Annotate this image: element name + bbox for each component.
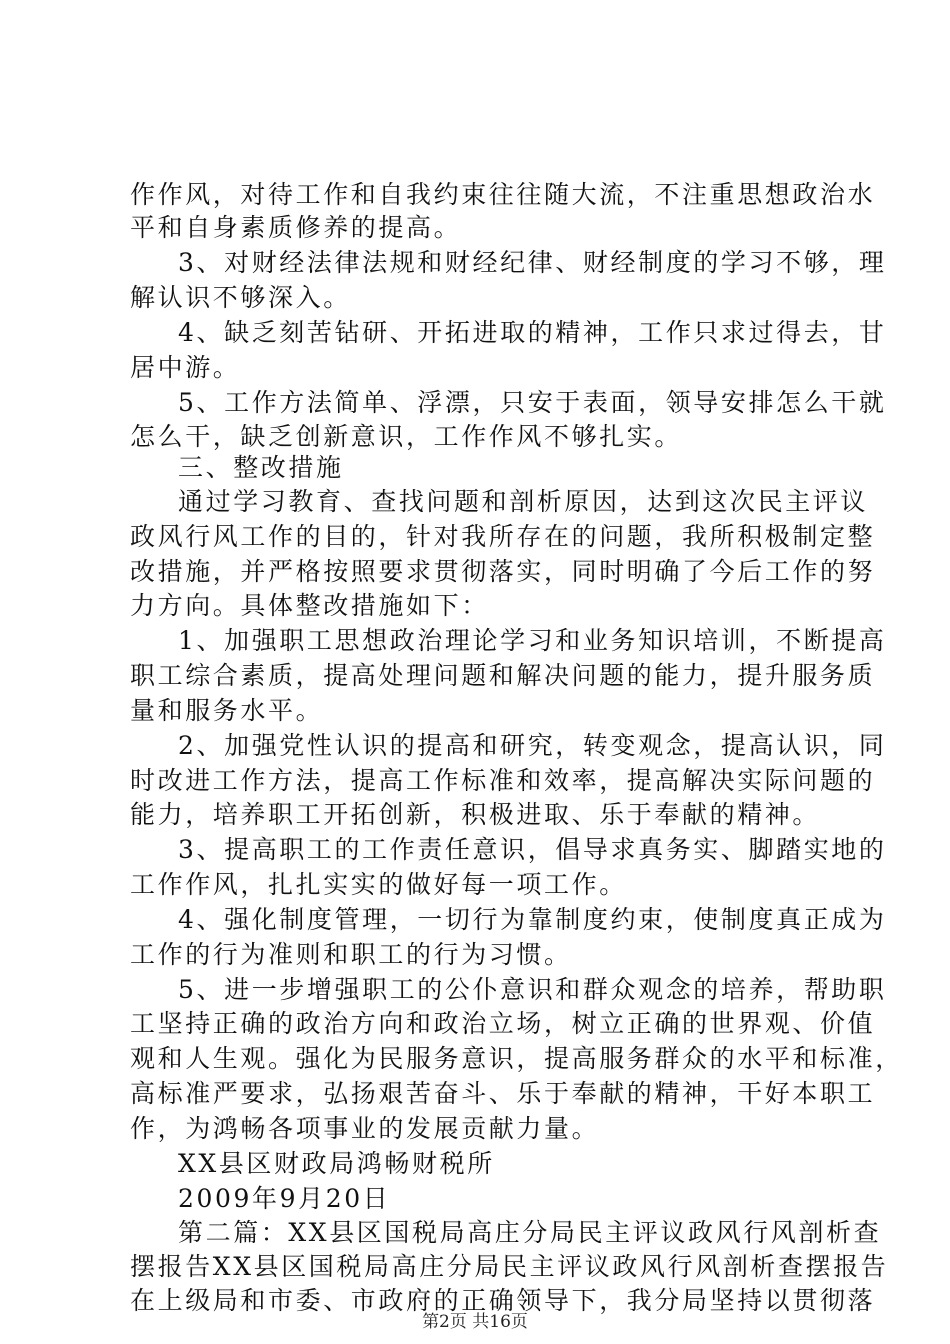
text-line: 工坚持正确的政治方向和政治立场，树立正确的世界观、价值 xyxy=(130,1009,876,1038)
signature-organization: XX县区财政局鸿畅财税所 xyxy=(178,1149,495,1178)
text-line: 在上级局和市委、市政府的正确领导下，我分局坚持以贯彻落 xyxy=(130,1286,876,1315)
text-line: 工作作风，扎扎实实的做好每一项工作。 xyxy=(130,870,627,899)
text-line: 怎么干，缺乏创新意识，工作作风不够扎实。 xyxy=(130,422,683,451)
text-line: 观和人生观。强化为民服务意识，提高服务群众的水平和标准， xyxy=(130,1044,903,1073)
text-line: 居中游。 xyxy=(130,353,241,382)
section-heading: 三、整改措施 xyxy=(178,453,344,482)
text-line: 高标准严要求，弘扬艰苦奋斗、乐于奉献的精神，干好本职工 xyxy=(130,1079,876,1108)
text-line: 改措施，并严格按照要求贯彻落实，同时明确了今后工作的努 xyxy=(130,557,876,586)
page-footer: 第2页 共16页 xyxy=(422,1312,528,1332)
text-line: 量和服务水平。 xyxy=(130,696,324,725)
text-line: 平和自身素质修养的提高。 xyxy=(130,213,462,242)
text-line: 1、加强职工思想政治理论学习和业务知识培训，不断提高 xyxy=(178,626,887,655)
text-line: 作作风，对待工作和自我约束往往随大流，不注重思想政治水 xyxy=(130,180,876,209)
text-line: 2、加强党性认识的提高和研究，转变观念，提高认识，同 xyxy=(178,731,887,760)
text-line: 4、缺乏刻苦钻研、开拓进取的精神，工作只求过得去，甘 xyxy=(178,318,887,347)
text-line: 通过学习教育、查找问题和剖析原因，达到这次民主评议 xyxy=(178,487,869,516)
signature-date: 2009年9月20日 xyxy=(178,1184,391,1213)
text-line: 3、对财经法律法规和财经纪律、财经制度的学习不够，理 xyxy=(178,248,887,277)
text-line: 解认识不够深入。 xyxy=(130,283,351,312)
text-line: 作，为鸿畅各项事业的发展贡献力量。 xyxy=(130,1114,600,1143)
text-line: 4、强化制度管理，一切行为靠制度约束，使制度真正成为 xyxy=(178,905,887,934)
text-line: 第二篇：XX县区国税局高庄分局民主评议政风行风剖析查 xyxy=(178,1218,882,1247)
text-line: 3、提高职工的工作责任意识，倡导求真务实、脚踏实地的 xyxy=(178,835,887,864)
text-line: 5、进一步增强职工的公仆意识和群众观念的培养，帮助职 xyxy=(178,975,887,1004)
text-line: 力方向。具体整改措施如下： xyxy=(130,591,489,620)
text-line: 摆报告XX县区国税局高庄分局民主评议政风行风剖析查摆报告 xyxy=(130,1252,889,1281)
text-line: 时改进工作方法，提高工作标准和效率，提高解决实际问题的 xyxy=(130,766,876,795)
text-line: 工作的行为准则和职工的行为习惯。 xyxy=(130,940,572,969)
text-line: 政风行风工作的目的，针对我所存在的问题，我所积极制定整 xyxy=(130,522,876,551)
text-line: 5、工作方法简单、浮漂，只安于表面，领导安排怎么干就 xyxy=(178,388,887,417)
text-line: 职工综合素质，提高处理问题和解决问题的能力，提升服务质 xyxy=(130,661,876,690)
text-line: 能力，培养职工开拓创新，积极进取、乐于奉献的精神。 xyxy=(130,800,821,829)
